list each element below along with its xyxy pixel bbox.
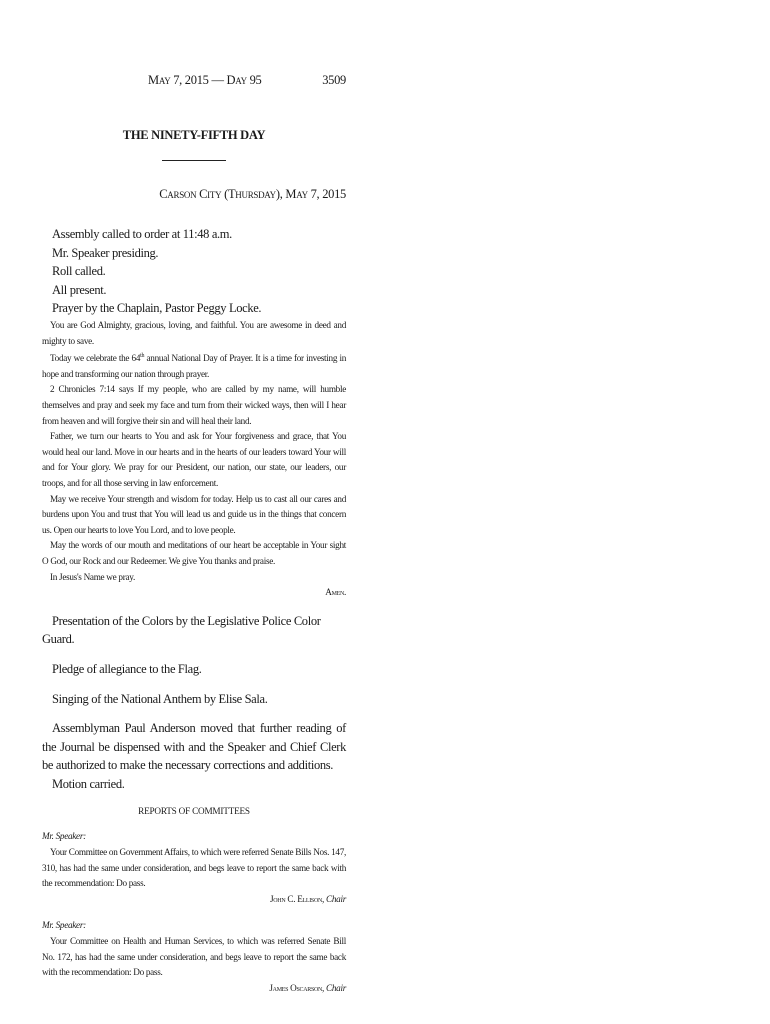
prayer-paragraph: May the words of our mouth and meditations of our heart be acceptable in Your sight O God, our Rock and our Redeemer. We give You thanks and praise. — [42, 540, 346, 566]
signer-role: Chair — [326, 893, 346, 904]
spacer — [42, 649, 346, 660]
journal-motion: Assemblyman Paul Anderson moved that further reading of the Journal be dispensed with and the Speaker and Chief Clerk be authorized to make the necessary corrections and additions. — [42, 721, 346, 773]
report-signature — [42, 892, 346, 908]
report-signature — [42, 981, 346, 997]
spacer — [42, 907, 346, 918]
report-body: Your Committee on Health and Human Services, to which was referred Senate Bill No. 172, has had the same under consideration, and begs leave to report the same back with the recommendation: Do pass. — [42, 936, 346, 978]
prayer-text: annual National Day of Prayer. It is a time for investing in hope and transforming our nation through prayer. — [42, 353, 346, 379]
anthem: Singing of the National Anthem by Elise Sala. — [52, 691, 268, 706]
prayer-text: Today we celebrate the 64 — [50, 353, 141, 364]
committee-report — [42, 918, 346, 996]
reports-heading: REPORTS OF COMMITTEES — [138, 806, 250, 817]
day-title: THE NINETY-FIFTH DAY — [122, 128, 266, 142]
prayer-paragraph: In Jesus's Name we pray. — [50, 571, 135, 582]
ordinal-suffix: th — [140, 353, 145, 360]
spacer — [42, 708, 346, 719]
signer-name: James Oscarson, — [269, 982, 325, 993]
signer-name: John C. Ellison, — [270, 893, 325, 904]
spacer — [42, 816, 346, 829]
report-salutation: Mr. Speaker: — [42, 831, 86, 842]
title-rule — [162, 160, 226, 161]
prayer-paragraph: 2 Chronicles 7:14 says If my people, who are called by my name, will humble themselves and pray and seek my face and turn from their wicked ways, then will I hear from heaven and will forgive their sin and will heal their land. — [42, 384, 346, 426]
page-number: 3509 — [322, 73, 346, 87]
call-to-order: Assembly called to order at 11:48 a.m. — [52, 227, 232, 241]
report-body: Your Committee on Government Affairs, to which were referred Senate Bills Nos. 147, 310, has had the same under consideration, and begs leave to report the same back with the recommendation: Do pass. — [42, 847, 346, 889]
report-salutation: Mr. Speaker: — [42, 920, 86, 931]
prayer-paragraph: You are God Almighty, gracious, loving, and faithful. You are awesome in deed and mighty to save. — [42, 319, 346, 346]
prayer-paragraph: May we receive Your strength and wisdom for today. Help us to cast all our cares and burdens upon You and trust that You will lead us and guide us in the things that concern us. Open our hearts to love You Lord, and to love people. — [42, 493, 346, 535]
speaker-presiding: Mr. Speaker presiding. — [52, 245, 159, 260]
prayer-paragraph — [42, 349, 346, 382]
prayer-intro: Prayer by the Chaplain, Pastor Peggy Locke. — [52, 301, 262, 316]
amen: Amen. — [325, 587, 346, 598]
spacer — [42, 679, 346, 690]
journal-body — [42, 225, 346, 996]
spacer — [42, 793, 346, 806]
pledge: Pledge of allegiance to the Flag. — [52, 661, 202, 676]
colors-presentation: Presentation of the Colors by the Legislative Police Color Guard. — [42, 613, 321, 647]
header-date: May 7, 2015 — Day 95 — [148, 73, 262, 87]
committee-report — [42, 829, 346, 907]
dateline-text: Carson City (Thursday), May 7, 2015 — [159, 187, 346, 201]
all-present: All present. — [52, 282, 107, 297]
spacer — [42, 601, 346, 612]
roll-called: Roll called. — [52, 264, 106, 279]
dateline — [159, 187, 346, 202]
prayer-paragraph: Father, we turn our hearts to You and ask for Your forgiveness and grace, that You would heal our land. Move in our hearts and in the hearts of our leaders toward Your will and for Your glory. We pray for our President, our nation, our state, our leaders, our troops, and for all those serving in law enforcement. — [42, 431, 346, 488]
motion-carried: Motion carried. — [52, 776, 125, 791]
signer-role: Chair — [326, 982, 346, 993]
